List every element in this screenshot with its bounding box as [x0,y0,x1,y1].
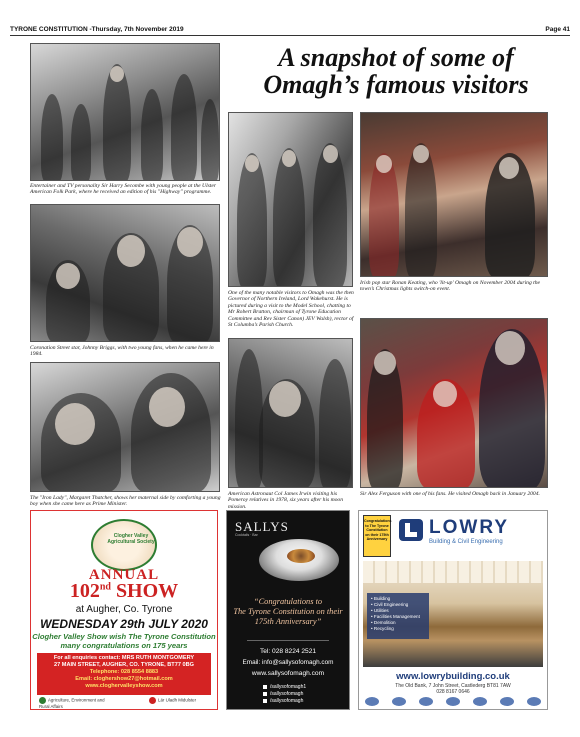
caption-thatcher: The "Iron Lady", Margaret Thatcher, shows her maternal side by comforting a young boy when she came here as Prime Minister. [30,495,221,508]
cert-icon [473,697,487,706]
caption-secombe: Entertainer and TV personality Sir Harry Secombe with young people at the Ulster American Folk Park, where he received an edition of his "Highway" programme. [30,183,217,196]
certification-logos [365,697,541,707]
sallys-web[interactable]: www.sallysofomagh.com [251,670,325,677]
sponsor-logos [39,697,209,709]
page-number: Page 41 [545,26,570,33]
lowry-url[interactable]: www.lowrybuilding.co.uk [396,671,510,682]
daera-icon [39,697,46,704]
show-number-title [31,580,217,603]
show-word: SHOW [115,580,179,602]
sallys-brand: SALLYS [235,519,289,534]
photo-ferguson [360,318,548,488]
caption-wakehurst: One of the many notable visitors to Omagh was the then Governor of Northern Ireland, Lord Wakehurst. He is pictured during a visit to the Model School, chatting to Mr Robert Bratton, chairman of Tyrone Education Committee and Rev Sister Canon) JEV Walsh), rector of St Columba’s Parish Church. [228,290,354,329]
sallys-quote [231,597,345,627]
mid-ulster-icon [149,697,156,704]
ad-lowry[interactable] [358,510,548,710]
service-item: • Civil Engineering [371,602,409,607]
food-image [287,549,315,563]
anniversary-badge: Congratulations to The Tyrone Constitution on their 175th Anniversary [363,515,391,557]
photo-secombe [30,43,220,181]
telephone-line: Telephone: 028 8554 8883 [89,669,159,675]
headline-line-1: A snapshot of some of [278,43,514,72]
caption-ferguson: Sir Alex Ferguson with one of his fans. He visited Omagh back in January 2004. [360,491,540,497]
lowry-logo-icon [399,519,423,541]
ad-clogher-valley-show[interactable] [30,510,218,710]
lowry-address: The Old Bank, 7 John Street, Castlederg BT81 7AW [395,683,511,689]
lowry-name: LOWRY [429,517,510,538]
enquiries-line: For all enquiries contact: MRS RUTH MONTGOMERY [53,655,195,661]
facebook-handle[interactable]: /sallysofomagh1 [263,684,306,691]
show-venue: at Augher, Co. Tyrone [75,604,173,615]
headline-line-2: Omagh’s famous visitors [263,70,529,99]
sallys-social [263,684,306,705]
sallys-email[interactable]: Email: info@sallysofomagh.com [242,659,334,666]
sponsor-daera [39,697,109,709]
service-item: • Building [371,596,391,601]
clogher-society-logo [91,519,157,571]
sallys-sub: Cocktails · Bar [235,533,258,537]
twitter-handle[interactable]: /sallysofomagh [263,691,306,698]
lowry-tel: 028 8167 0646 [436,689,470,695]
quote-line-3: 175th Anniversary” [254,617,322,626]
cert-icon [446,697,460,706]
photo-briggs [30,204,220,342]
instagram-handle[interactable]: /sallysofomagh [263,698,306,705]
service-item: • Recycling [371,626,394,631]
photo-thatcher [30,362,220,492]
sallys-tel: Tel: 028 8224 2521 [259,648,317,655]
page-headline [236,44,556,98]
email-line[interactable]: Email: cloghershow27@hotmail.com [75,676,173,682]
show-number: 102 [69,580,100,602]
ceiling [363,561,543,583]
photo-irwin [228,338,353,488]
quote-line-1: “Congratulations to [253,597,323,606]
address-line: 27 MAIN STREET, AUGHER, CO. TYRONE, BT77 0BG [54,662,194,668]
services-list [367,593,429,639]
show-date: WEDNESDAY 29th JULY 2020 [40,617,208,631]
annual-label: ANNUAL [88,567,160,583]
sponsor-mid-ulster-label: Lár Uladh Midulster [158,697,197,703]
ad-sallys[interactable] [226,510,350,710]
lowry-tagline: Building & Civil Engineering [429,539,503,545]
caption-keating: Irish pop star Ronan Keating, who 'lit-up' Omagh on November 2004 during the town’s Christmas lights switch-on event. [360,280,540,293]
logo-text: Clogher Valley Agricultural Society [107,533,155,545]
publication-line: TYRONE CONSTITUTION -Thursday, 7th November 2019 [10,26,184,33]
cert-icon [392,697,406,706]
service-item: • Demolition [371,620,396,625]
sponsor-daera-label: Agriculture, Environment and Rural Affairs [39,697,105,709]
service-item: • Facilities Management [371,614,420,619]
show-wish [31,632,217,650]
contact-box [37,653,211,695]
cert-icon [419,697,433,706]
sponsor-mid-ulster [149,697,209,704]
cert-icon [527,697,541,706]
cert-icon [365,697,379,706]
masthead [10,24,570,36]
caption-briggs: Coronation Street star, Johnny Briggs, with two young fans, when he came here in 1984. [30,345,214,358]
photo-keating [360,112,548,277]
divider [247,640,329,641]
quote-line-2: The Tyrone Constitution on their [233,607,343,616]
service-item: • Utilities [371,608,389,613]
cert-icon [500,697,514,706]
wish-line-1: Clogher Valley Show wish The Tyrone Constitution [32,632,216,641]
caption-irwin: American Astronaut Col James Irwin visiting his Pomeroy relatives in 1978, six years after his moon mission. [228,491,344,510]
photo-wakehurst [228,112,353,287]
wish-line-2: many congratulations on 175 years [60,641,188,650]
show-ordinal: nd [99,581,111,593]
web-line[interactable]: www.cloghervalleyshow.com [85,683,163,689]
